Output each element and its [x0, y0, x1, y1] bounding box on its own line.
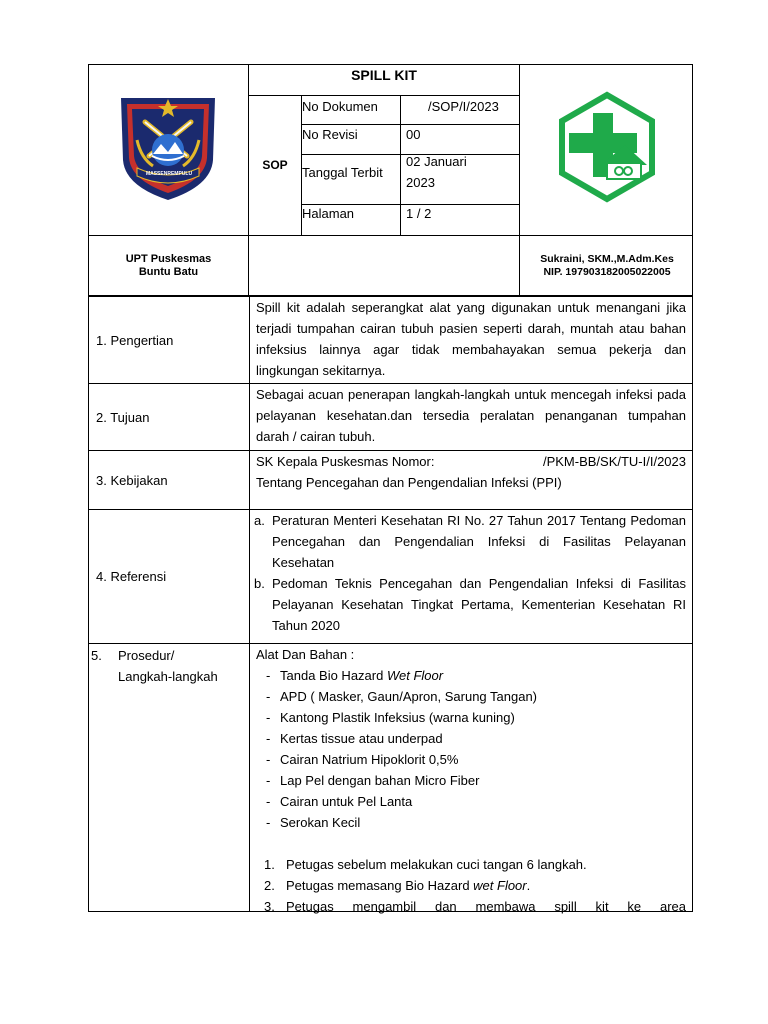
step-item: 1. Petugas sebelum melakukan cuci tangan 6 langkah. — [264, 857, 587, 872]
prosedur-label-line1: Prosedur/ — [118, 648, 175, 663]
row-kebijakan — [89, 450, 692, 509]
sop-header-table — [88, 64, 693, 296]
referensi-marker: a. — [254, 513, 265, 528]
step-item: 3. Petugas mengambil dan membawa spill kit ke area — [264, 899, 686, 914]
label-referensi: 4. Referensi — [96, 569, 167, 584]
prosedur-number: 5. — [91, 648, 102, 663]
document-title: SPILL KIT — [351, 67, 417, 83]
sop-label: SOP — [262, 158, 288, 172]
label-pengertian: 1. Pengertian — [96, 332, 174, 348]
signer-name: Sukraini, SKM.,M.Adm.Kes — [540, 253, 674, 265]
alat-item: - APD ( Masker, Gaun/Apron, Sarung Tangan) — [266, 689, 538, 704]
prosedur-label-line2: Langkah-langkah — [118, 669, 218, 684]
meta-value-no-dokumen: /SOP/I/2023 — [428, 99, 499, 114]
org-name-line2: Buntu Batu — [138, 266, 199, 278]
step-item: 2. Petugas memasang Bio Hazard wet Floor. — [264, 878, 531, 893]
org-name — [89, 235, 248, 297]
alat-heading: Alat Dan Bahan : — [256, 647, 355, 662]
label-prosedur — [89, 644, 249, 687]
meta-label-no-revisi: No Revisi — [302, 127, 358, 142]
signer-nip: NIP. 197903182005022005 — [543, 266, 671, 278]
meta-value-halaman: 1 / 2 — [406, 206, 432, 221]
row-prosedur — [89, 643, 692, 912]
referensi-item — [254, 573, 686, 636]
text-kebijakan — [250, 451, 692, 509]
row-referensi — [89, 509, 692, 643]
meta-label-halaman: Halaman — [302, 206, 355, 221]
meta-value-no-revisi: 00 — [406, 127, 421, 142]
puskesmas-logo — [551, 91, 663, 203]
alat-item: - Cairan Natrium Hipoklorit 0,5% — [266, 752, 459, 767]
row-pengertian — [89, 296, 692, 383]
kebijakan-sk-code: /PKM-BB/SK/TU-I/I/2023 — [542, 454, 686, 469]
text-referensi — [250, 510, 692, 643]
label-kebijakan: 3. Kebijakan — [96, 472, 168, 488]
alat-item: - Lap Pel dengan bahan Micro Fiber — [266, 773, 480, 788]
referensi-text: Pedoman Teknis Pencegahan dan Pengendalian Infeksi di Fasilitas Pelayanan Kesehatan Tingkat Pertama, Kementerian Kesehatan RI Tahun 2020 — [272, 576, 686, 633]
text-pengertian: Spill kit adalah seperangkat alat yang digunakan untuk menangani jika terjadi tumpahan cairan tubuh pasien seperti darah, muntah atau bahan infeksius lainnya agar tidak membahayakan semua pekerja dan lingkungan sekitarnya. — [256, 300, 686, 378]
regency-emblem-logo — [115, 90, 221, 202]
kebijakan-sk-number: SK Kepala Puskesmas Nomor: — [256, 454, 435, 469]
kebijakan-subject: Tentang Pencegahan dan Pengendalian Infeksi (PPI) — [256, 475, 562, 490]
label-tujuan: 2. Tujuan — [96, 409, 150, 425]
alat-item: - Serokan Kecil — [266, 815, 361, 830]
alat-item: - Kertas tissue atau underpad — [266, 731, 443, 746]
referensi-text: Peraturan Menteri Kesehatan RI No. 27 Tahun 2017 Tentang Pedoman Pencegahan dan Pengendalian Infeksi di Fasilitas Pelayanan Kesehatan — [272, 513, 686, 570]
meta-label-no-dokumen: No Dokumen — [302, 99, 378, 114]
text-tujuan: Sebagai acuan penerapan langkah-langkah untuk mencegah infeksi pada pelayanan kesehatan.dan tersedia peralatan penanganan tumpahan darah / cairan tubuh. — [256, 387, 686, 444]
emblem-caption: MASSENREMPULU — [145, 171, 193, 177]
sop-body-table — [88, 296, 693, 912]
meta-label-tanggal-terbit: Tanggal Terbit — [302, 165, 383, 180]
referensi-item — [254, 510, 686, 573]
alat-item: - Kantong Plastik Infeksius (warna kuning) — [266, 710, 515, 725]
signer-block — [520, 235, 694, 297]
referensi-marker: b. — [254, 576, 265, 591]
alat-item: - Cairan untuk Pel Lanta — [266, 794, 413, 809]
meta-value-tanggal-terbit: 02 Januari 2023 — [406, 154, 467, 190]
row-tujuan — [89, 383, 692, 450]
text-prosedur — [250, 644, 692, 912]
alat-item: - Tanda Bio Hazard Wet Floor — [266, 668, 444, 683]
org-name-line1: UPT Puskesmas — [125, 253, 212, 265]
